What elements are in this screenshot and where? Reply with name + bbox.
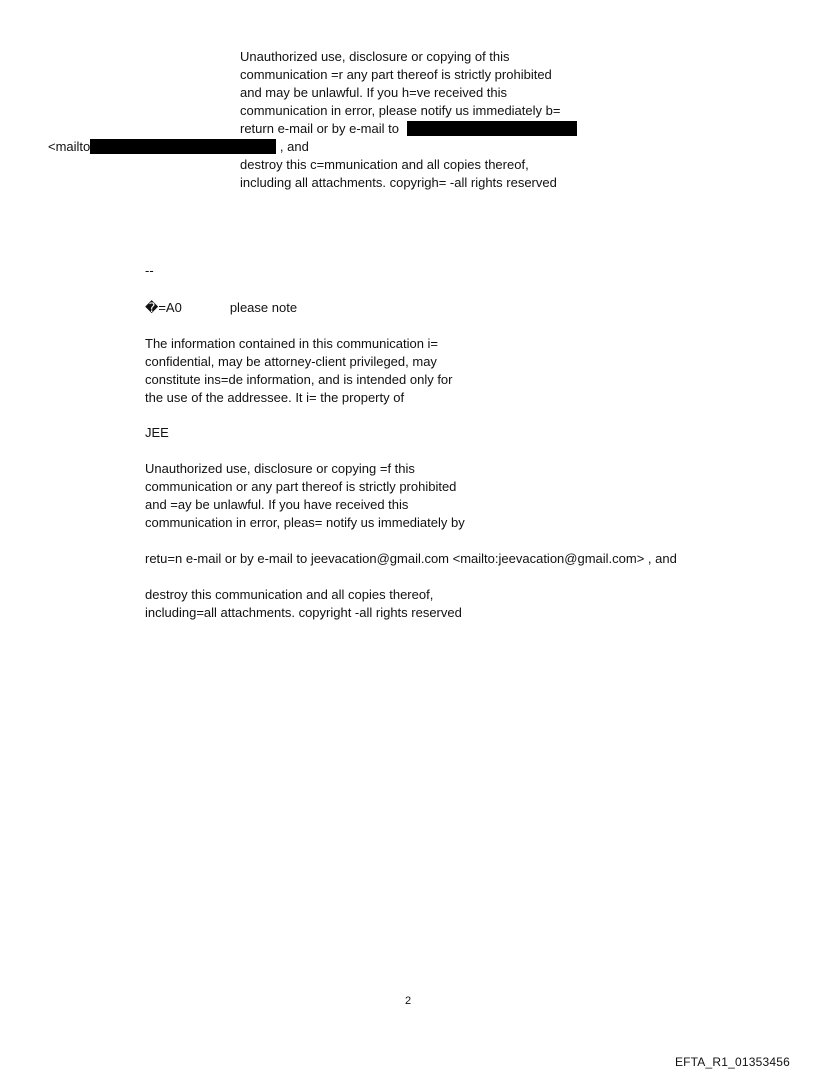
disclaimer-line: communication =r any part thereof is strictly prohibited	[240, 67, 552, 82]
signature-separator: --	[145, 263, 154, 278]
mailto-redacted-row	[48, 138, 309, 156]
paragraph-line: The information contained in this communication i=	[145, 336, 439, 351]
mailto-suffix: , and	[279, 139, 309, 154]
paragraph-line: communication in error, pleas= notify us immediately by	[145, 515, 465, 530]
disclaimer-line: communication in error, please notify us immediately b=	[240, 103, 561, 118]
disclaimer-line: including all attachments. copyrigh= -all rights reserved	[240, 175, 557, 190]
unauthorized-use-paragraph	[145, 460, 465, 532]
redaction-bar	[407, 121, 577, 136]
encoding-marker: �=A0	[145, 300, 182, 315]
disclaimer-line-text: return e-mail or by e-mail to	[240, 121, 399, 136]
paragraph-line: including=all attachments. copyright -all rights reserved	[145, 605, 462, 620]
document-id: EFTA_R1_01353456	[674, 1055, 790, 1069]
destroy-paragraph	[145, 586, 462, 622]
top-disclaimer-block	[240, 48, 577, 138]
disclaimer-line: and may be unlawful. If you h=ve received this	[240, 85, 508, 100]
paragraph-line: Unauthorized use, disclosure or copying =f this	[145, 461, 415, 476]
paragraph-line: and =ay be unlawful. If you have received this	[145, 497, 409, 512]
paragraph-line: confidential, may be attorney-client privileged, may	[145, 354, 437, 369]
please-note-line	[145, 299, 297, 317]
redaction-bar	[90, 139, 276, 154]
mailto-prefix: <mailto	[48, 139, 91, 154]
page-number: 2	[404, 995, 412, 1007]
paragraph-line: destroy this communication and all copies thereof,	[145, 587, 434, 602]
owner-name: JEE	[145, 425, 169, 440]
please-note-text: please note	[229, 300, 298, 315]
confidentiality-paragraph	[145, 335, 453, 407]
paragraph-line: constitute ins=de information, and is intended only for	[145, 372, 453, 387]
disclaimer-line: destroy this c=mmunication and all copies thereof,	[240, 157, 529, 172]
paragraph-line: the use of the addressee. It i= the property of	[145, 390, 405, 405]
top-disclaimer-tail	[240, 156, 557, 192]
disclaimer-line: Unauthorized use, disclosure or copying of this	[240, 49, 510, 64]
paragraph-line: communication or any part thereof is strictly prohibited	[145, 479, 457, 494]
disclaimer-line-with-redaction	[240, 120, 577, 138]
return-email-line: retu=n e-mail or by e-mail to jeevacation@gmail.com <mailto:jeevacation@gmail.com> , and	[145, 551, 677, 566]
